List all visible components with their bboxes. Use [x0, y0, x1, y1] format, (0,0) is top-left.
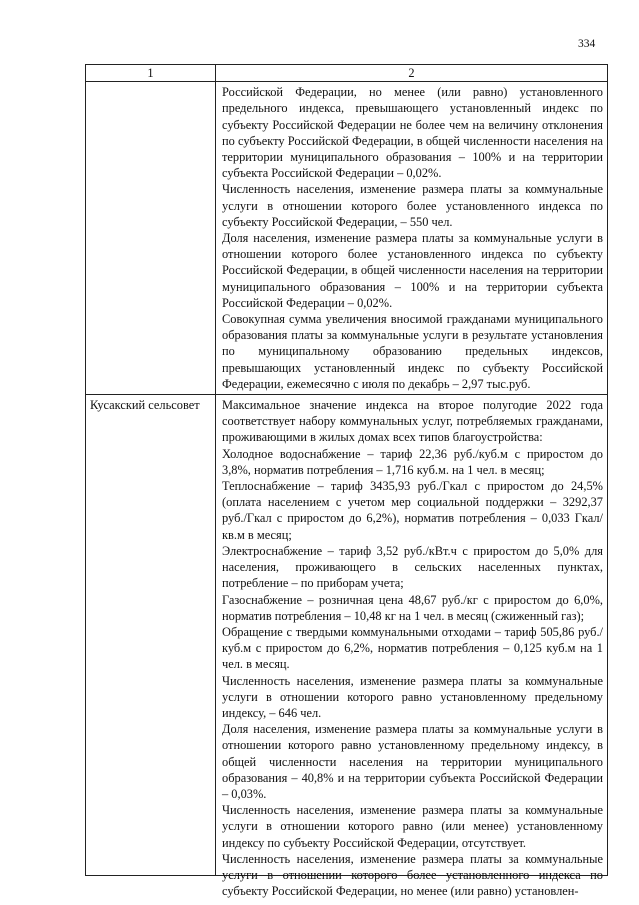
paragraph: Теплоснабжение – тариф 3435,93 руб./Гкал с приростом до 24,5% (оплата населением с учетом мер социальной поддержки – 3292,37 руб./Гкал с приростом до 6,2%), норматив потребления – 0,033 Гкал/кв.м в месяц; — [222, 479, 603, 542]
data-table — [85, 64, 608, 899]
paragraph: Численность населения, изменение размера платы за коммунальные услуги в отношении которого равно (или менее) установленному индексу по субъекту Российской Федерации, отсутствует. — [222, 803, 603, 850]
municipality-name-cell: Кусакский сельсовет — [86, 395, 216, 876]
municipality-name-cell — [86, 82, 216, 395]
table-row — [86, 395, 608, 876]
description-cell — [216, 395, 608, 899]
paragraph: Российской Федерации, но менее (или равно) установленного предельного индекса, превышающего установленный индекс по субъекту Российской Федерации не более чем на величину отклонения по субъекту Российской Федерации, в общей численности населения на территории муниципального образования – 100% и на территории субъекта Российской Федерации – 0,02%. — [222, 85, 603, 181]
paragraph: Численность населения, изменение размера платы за коммунальные услуги в отношении которого более установленного индекса по субъекту Российской Федерации, – 550 чел. — [222, 182, 603, 229]
page-number: 334 — [578, 38, 596, 50]
paragraph: Доля населения, изменение размера платы за коммунальные услуги в отношении которого более установленного индекса по субъекту Российской Федерации, в общей численности населения на территории муниципального образования – 100% и на территории субъекта Российской Федерации – 0,02%. — [222, 231, 603, 310]
paragraph: Доля населения, изменение размера платы за коммунальные услуги в отношении которого равно установленному предельному индексу, в общей численности населения на территории муниципального образования – 40,8% и на территории субъекта Российской Федерации – 0,03%. — [222, 722, 603, 801]
paragraph: Численность населения, изменение размера платы за коммунальные услуги в отношении которого более установленного индекса по субъекту Российской Федерации, но менее (или равно) установлен- — [222, 851, 603, 899]
paragraph: Максимальное значение индекса на второе полугодие 2022 года соответствует набору коммунальных услуг, потребляемых гражданами, проживающими в жилых домах всех типов благоустройства: — [222, 398, 603, 445]
paragraph: Численность населения, изменение размера платы за коммунальные услуги в отношении которого равно установленному предельному индексу, – 646 чел. — [222, 673, 603, 720]
paragraph: Обращение с твердыми коммунальными отходами – тариф 505,86 руб./куб.м с приростом до 6,2%, норматив потребления – 0,125 куб.м на 1 чел. в месяц. — [222, 624, 603, 672]
description-cell — [216, 82, 608, 395]
table-row — [86, 82, 608, 395]
column-header-1: 1 — [86, 65, 216, 82]
paragraph: Совокупная сумма увеличения вносимой гражданами муниципального образования платы за коммунальные услуги в результате установления по муниципальному образованию предельных индексов, превышающих установленный индекс по субъекту Российской Федерации, ежемесячно с июля по декабрь – 2,97 тыс.руб. — [222, 312, 603, 391]
paragraph: Электроснабжение – тариф 3,52 руб./кВт.ч с приростом до 5,0% для населения, проживающего в сельских населенных пунктах, потребление – по приборам учета; — [222, 543, 603, 591]
paragraph: Газоснабжение – розничная цена 48,67 руб./кг с приростом до 6,0%, норматив потребления – 10,48 кг на 1 чел. в месяц (сжиженный газ); — [222, 592, 603, 623]
table-header-row — [86, 65, 608, 82]
paragraph: Холодное водоснабжение – тариф 22,36 руб./куб.м с приростом до 3,8%, норматив потребления – 1,716 куб.м. на 1 чел. в месяц; — [222, 446, 603, 477]
column-header-2: 2 — [216, 65, 608, 82]
